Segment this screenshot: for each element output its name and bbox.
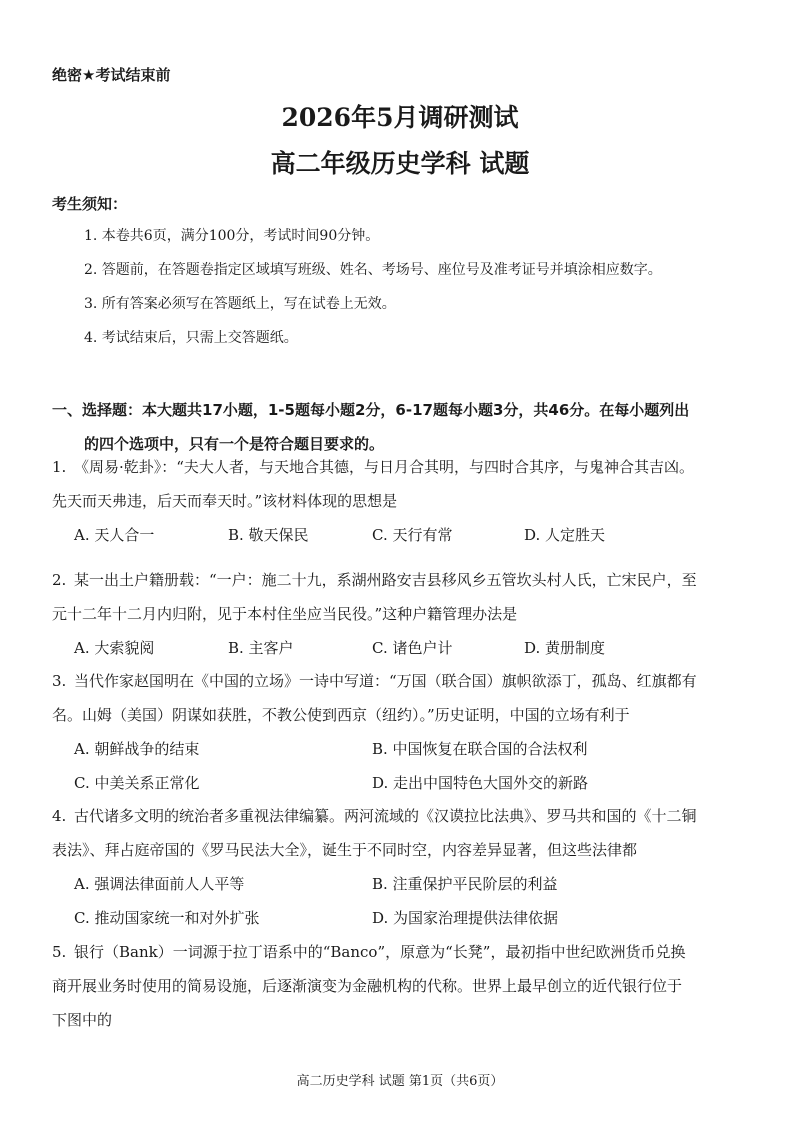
option-c[interactable]: C. 诸色户计 [372,639,453,657]
question-number: 5. [52,943,67,961]
option-b[interactable]: B. 注重保护平民阶层的利益 [372,875,558,893]
question-stem-line: 某一出土户籍册载：“一户：施二十九，系湖州路安吉县移风乡五管坎头村人氏，亡宋民户，至 [74,571,697,589]
section-heading-line2: 的四个选项中，只有一个是符合题目要求的。 [84,435,385,453]
question-number: 3. [52,672,67,690]
question-stem-line: 当代作家赵国明在《中国的立场》一诗中写道：“万国（联合国）旗帜欲添丁，孤岛、红旗都有 [74,672,697,690]
notice-heading: 考生须知： [52,195,128,213]
confidential-mark: 绝密★考试结束前 [52,66,171,84]
options-row [52,867,752,901]
question-number: 4. [52,807,67,825]
section-heading-line1: 一、选择题：本大题共17小题，1-5题每小题2分，6-17题每小题3分，共46分。在每小题列出 [52,401,690,419]
question-5 [52,935,752,1037]
option-a[interactable]: A. 强调法律面前人人平等 [74,875,245,893]
option-c[interactable]: C. 推动国家统一和对外扩张 [74,909,260,927]
options-row [52,631,752,665]
notice-item: 1. 本卷共6页，满分100分，考试时间90分钟。 [84,228,380,244]
option-b[interactable]: B. 敬天保民 [228,526,309,544]
question-number: 2. [52,571,67,589]
option-d[interactable]: D. 走出中国特色大国外交的新路 [372,774,589,792]
notice-item: 2. 答题前，在答题卷指定区域填写班级、姓名、考场号、座位号及准考证号并填涂相应数字。 [84,262,662,278]
options-row [52,518,752,552]
options-row [52,766,752,800]
notice-item: 4. 考试结束后，只需上交答题纸。 [84,330,298,346]
question-stem-line: 下图中的 [52,1011,113,1029]
page-footer: 高二历史学科 试题 第1页（共6页） [296,1074,504,1089]
option-a[interactable]: A. 大索貌阅 [74,639,155,657]
option-d[interactable]: D. 人定胜天 [524,526,606,544]
option-c[interactable]: C. 中美关系正常化 [74,774,200,792]
question-1 [52,450,752,552]
question-number: 1. [52,458,67,476]
question-2 [52,563,752,665]
question-4 [52,799,752,935]
question-stem-line: 银行（Bank）一词源于拉丁语系中的“Banco”，原意为“长凳”，最初指中世纪欧洲货币兑换 [74,943,686,961]
question-3 [52,664,752,800]
notice-list [84,226,662,362]
option-d[interactable]: D. 黄册制度 [524,639,606,657]
question-stem-line: 商开展业务时使用的简易设施，后逐渐演变为金融机构的代称。世界上最早创立的近代银行位于 [52,977,683,995]
notice-item: 3. 所有答案必须写在答题纸上，写在试卷上无效。 [84,296,396,312]
option-a[interactable]: A. 朝鲜战争的结束 [74,740,200,758]
option-d[interactable]: D. 为国家治理提供法律依据 [372,909,559,927]
exam-subtitle: 高二年级历史学科 试题 [270,149,530,178]
option-b[interactable]: B. 中国恢复在联合国的合法权利 [372,740,588,758]
question-stem-line: 元十二年十二月内归附，见于本村住坐应当民役。”这种户籍管理办法是 [52,605,518,623]
option-b[interactable]: B. 主客户 [228,639,294,657]
options-row [52,732,752,766]
question-stem-line: 古代诸多文明的统治者多重视法律编纂。两河流域的《汉谟拉比法典》、罗马共和国的《十二铜 [74,807,697,825]
option-a[interactable]: A. 天人合一 [74,526,155,544]
option-c[interactable]: C. 天行有常 [372,526,453,544]
exam-title: 2026年5月调研测试 [281,103,519,132]
question-stem-line: 先天而天弗违，后天而奉天时。”该材料体现的思想是 [52,492,398,510]
question-stem-line: 名。山姆（美国）阴谋如获胜，不教公使到西京（纽约）。”历史证明，中国的立场有利于 [52,706,630,724]
question-stem-line: 表法》、拜占庭帝国的《罗马民法大全》，诞生于不同时空，内容差异显著，但这些法律都 [52,841,638,859]
options-row [52,901,752,935]
question-stem-line: 《周易·乾卦》：“夫大人者，与天地合其德，与日月合其明，与四时合其序，与鬼神合其吉凶。 [74,458,694,476]
